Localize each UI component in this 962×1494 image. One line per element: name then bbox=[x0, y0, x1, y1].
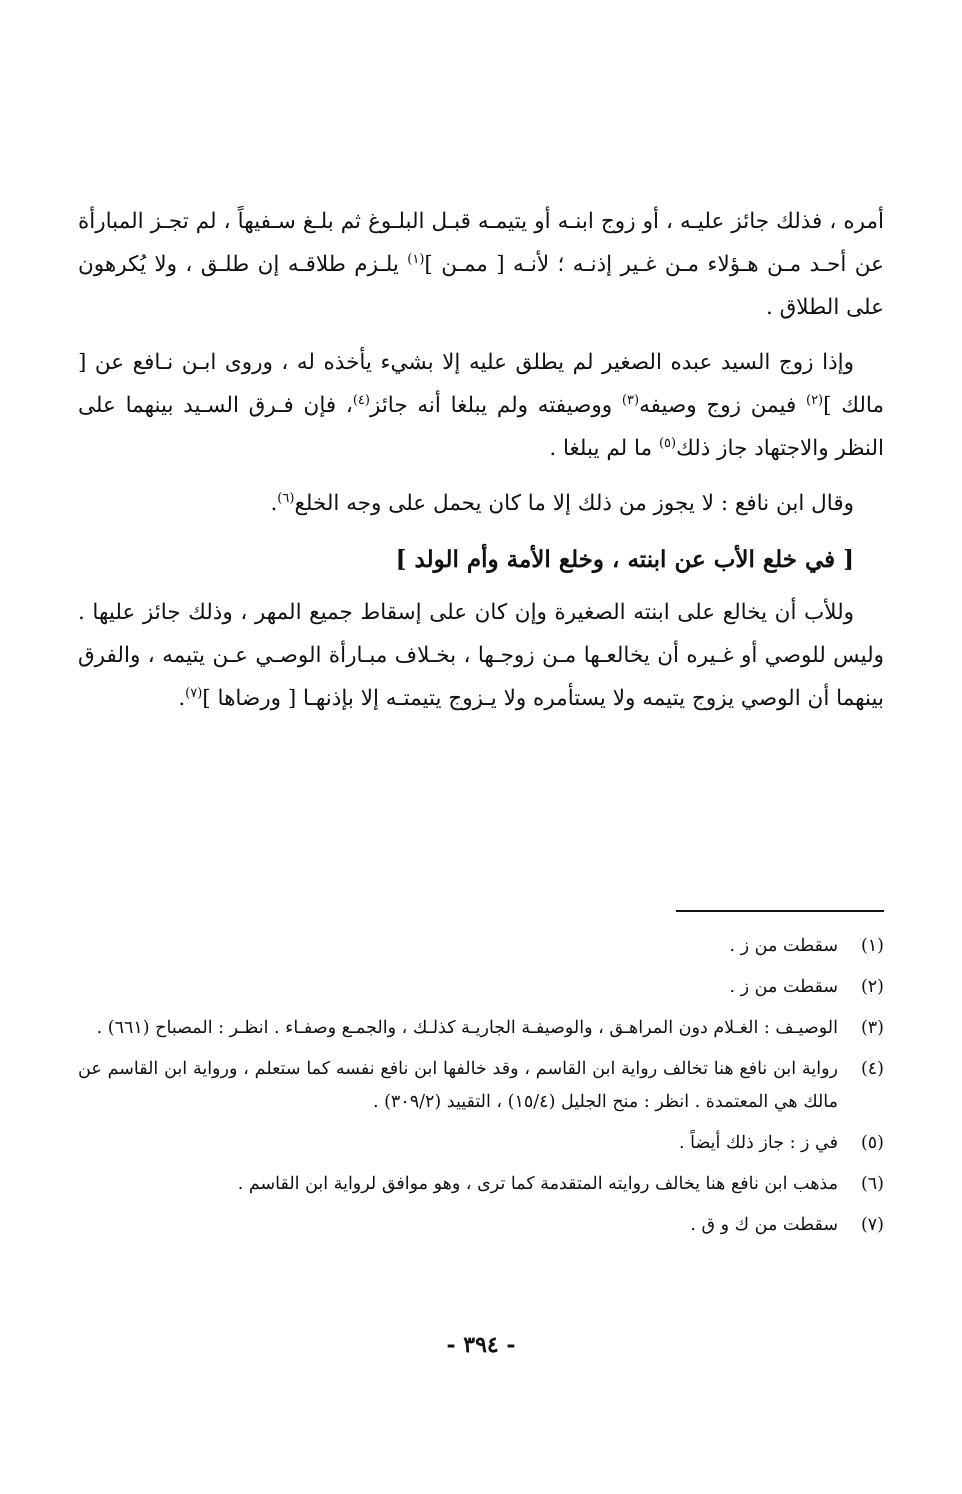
section-heading: [ في خلع الأب عن ابنته ، وخلع الأمة وأم الولد ] bbox=[395, 546, 854, 573]
main-text bbox=[78, 200, 884, 732]
footnote-number: (٢) bbox=[860, 977, 884, 997]
paragraph-2-text-c: ووصيفته ولم يبلغا أنه جائز bbox=[369, 393, 622, 418]
footnote-ref-7[interactable]: (٧) bbox=[185, 685, 203, 701]
paragraph-3-text: وقال ابن نافع : لا يجوز من ذلك إلا ما كان يحمل على وجه الخلع bbox=[294, 491, 854, 516]
footnote-number: (٥) bbox=[860, 1133, 884, 1153]
paragraph-4-tail: . bbox=[178, 686, 186, 711]
footnote-number: (٤) bbox=[860, 1059, 884, 1079]
footnote-number: (٣) bbox=[860, 1018, 884, 1038]
footnote-ref-2[interactable]: (٢) bbox=[805, 392, 824, 408]
footnote-item bbox=[78, 971, 884, 1004]
footnote-number: (١) bbox=[860, 936, 884, 956]
footnote-ref-4[interactable]: (٤) bbox=[352, 392, 370, 408]
paragraph-4 bbox=[78, 591, 884, 720]
footnote-item bbox=[78, 1127, 884, 1160]
page-number: - ٣٩٤ - bbox=[446, 1332, 516, 1358]
paragraph-1-text: أمره ، فذلك جائز عليـه ، أو زوج ابنـه أو يتيمـه قبـل البلـوغ ثم بلـغ سـفيهاً ، لم تجـز المبارأة عن أحـد مـن هـؤلاء مـن غـير إذنـه ؛ لأنـه [ ممـن ] bbox=[78, 209, 884, 277]
footnote-text: في ز : جاز ذلك أيضاً . bbox=[679, 1133, 838, 1153]
paragraph-1 bbox=[78, 200, 884, 329]
footnote-item bbox=[78, 930, 884, 963]
paragraph-3-tail: . bbox=[270, 491, 278, 516]
paragraph-2 bbox=[78, 341, 884, 470]
paragraph-3 bbox=[78, 482, 884, 525]
footnotes bbox=[78, 930, 884, 1250]
footnote-item bbox=[78, 1053, 884, 1119]
footnote-ref-1[interactable]: (١) bbox=[407, 251, 425, 267]
footnote-text: رواية ابن نافع هنا تخالف رواية ابن القاسم ، وقد خالفها ابن نافع نفسه كما ستعلم ، ورواية ابن القاسم عن مالك هي المعتمدة . انظر : منح الجليل (١٥/٤) ، التقييد (٣٠٩/٢) . bbox=[78, 1059, 838, 1112]
footnote-item bbox=[78, 1209, 884, 1242]
footnote-ref-3[interactable]: (٣) bbox=[621, 392, 640, 408]
paragraph-2-text-d: ، فإن فـرق السـيد بينهما على النظر والاجتهاد جاز ذلك bbox=[78, 393, 884, 461]
paragraph-2-text-e: ما لم يبلغا . bbox=[549, 436, 659, 461]
footnote-separator bbox=[676, 910, 884, 912]
footnote-text: الوصيـف : الغـلام دون المراهـق ، والوصيفـة الجاريـة كذلـك ، والجمـع وصفـاء . انظـر : المصباح (٦٦١) . bbox=[96, 1018, 838, 1038]
footnote-text: سقطت من ز . bbox=[729, 977, 838, 997]
footnote-number: (٦) bbox=[860, 1174, 884, 1194]
footnote-text: سقطت من ك و ق . bbox=[690, 1215, 838, 1235]
footnote-number: (٧) bbox=[860, 1215, 884, 1235]
footnote-item bbox=[78, 1168, 884, 1201]
footnote-text: مذهب ابن نافع هنا يخالف روايته المتقدمة كما ترى ، وهو موافق لرواية ابن القاسم . bbox=[237, 1174, 838, 1194]
footnote-text: سقطت من ز . bbox=[729, 936, 838, 956]
footnote-item bbox=[78, 1012, 884, 1045]
paragraph-2-text-b: فيمن زوج وصيفه bbox=[639, 393, 806, 418]
paragraph-2-text-a: وإذا زوج السيد عبده الصغير لم يطلق عليه إلا بشيء يأخذه له ، وروى ابـن نـافع عن [ مالك ] bbox=[78, 350, 884, 418]
footnote-ref-6[interactable]: (٦) bbox=[277, 490, 295, 506]
paragraph-4-text: وللأب أن يخالع على ابنته الصغيرة وإن كان على إسقاط جميع المهر ، وذلك جائز عليها . وليس للوصي أو غـيره أن يخالعـها مـن زوجـها ، بخـلاف مبـارأة الوصـي عـن يتيمه ، والفرق بينهما أن الوصي يزوج يتيمه ولا يستأمره ولا يـزوج يتيمتـه إلا بإذنهـا [ ورضاها ] bbox=[78, 600, 884, 711]
paragraph-1-tail: يلـزم طلاقـه إن طلـق ، ولا يُكرهون على الطلاق . bbox=[78, 252, 884, 320]
footnote-ref-5[interactable]: (٥) bbox=[658, 435, 677, 451]
